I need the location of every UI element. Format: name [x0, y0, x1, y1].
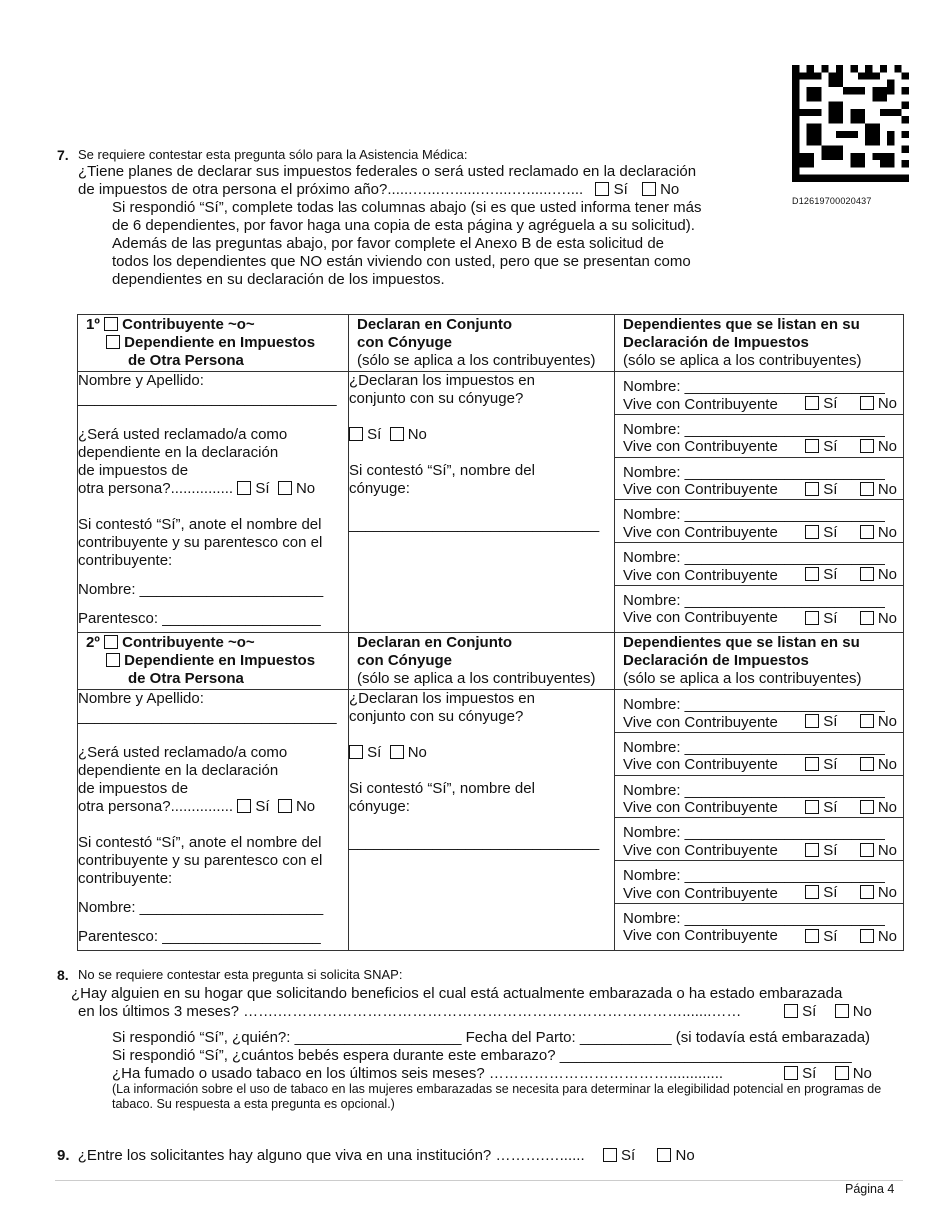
lives-yes-checkbox[interactable]: [805, 800, 819, 814]
lives-yes-checkbox[interactable]: [805, 525, 819, 539]
block2-col3-body: [615, 690, 904, 951]
q8-yes-checkbox[interactable]: [784, 1004, 798, 1018]
q9: 9. ¿Entre los solicitantes hay alguno que viva en una institución? ……….…...... Sí No: [57, 1147, 695, 1164]
block1-col2-body: ¿Declaran los impuestos en conjunto con su cónyuge? Sí No Si contestó “Sí”, nombre del cónyuge: ______________________________: [349, 372, 615, 633]
block1-col3-body: [615, 372, 904, 633]
block1-col1-body: Nombre y Apellido: _______________________________ ¿Será usted reclamado/a como dependiente en la declaración de impuestos de otra persona?............... Sí No Si contestó “Sí”, anote el nombre del contribuyente y su parentesco con el contribuyente: Nombre: ______________________ Parentesco: ___________________: [78, 372, 349, 633]
lives-no-checkbox[interactable]: [860, 396, 874, 410]
lives-no-checkbox[interactable]: [860, 885, 874, 899]
dependent-row: Nombre: ________________________ Vive con Contribuyente Sí No: [615, 733, 903, 776]
block2-spouse-line[interactable]: ______________________________: [349, 834, 600, 851]
dependent-row: Nombre: ________________________ Vive con Contribuyente Sí No: [615, 500, 903, 543]
dependent-row: Nombre: ________________________ Vive con Contribuyente Sí No: [615, 861, 903, 904]
tax-filing-table: [77, 314, 904, 951]
lives-no-checkbox[interactable]: [860, 567, 874, 581]
q8-intro: No se requiere contestar esta pregunta si solicita SNAP:: [78, 967, 403, 982]
block1-spouse-line[interactable]: ______________________________: [349, 516, 600, 533]
block2-relationship[interactable]: Parentesco: ___________________: [78, 928, 321, 945]
q8-tobacco-yes-checkbox[interactable]: [784, 1066, 798, 1080]
barcode-id: D12619700020437: [792, 196, 872, 206]
lives-no-checkbox[interactable]: [860, 929, 874, 943]
lives-no-checkbox[interactable]: [860, 800, 874, 814]
lives-yes-checkbox[interactable]: [805, 714, 819, 728]
block1-name-line[interactable]: _______________________________: [78, 390, 337, 407]
block1-taxpayer-checkbox[interactable]: [104, 317, 118, 331]
q8-question-line1: ¿Hay alguien en su hogar que solicitando beneficios el cual está actualmente embarazada o ha estado embarazada: [71, 985, 843, 1002]
block1-taxpayer-name[interactable]: Nombre: ______________________: [78, 581, 324, 598]
q8-tobacco-no-checkbox[interactable]: [835, 1066, 849, 1080]
q7-intro: Se requiere contestar esta pregunta sólo para la Asistencia Médica:: [78, 147, 468, 162]
block1-col3-header: Dependientes que se listan en su Declaración de Impuestos (sólo se aplica a los contribuyentes): [615, 315, 904, 372]
lives-no-checkbox[interactable]: [860, 525, 874, 539]
dependent-row: Nombre: ________________________ Vive con Contribuyente Sí No: [615, 415, 903, 458]
block1-claimed-no-checkbox[interactable]: [278, 481, 292, 495]
lives-no-checkbox[interactable]: [860, 482, 874, 496]
datamatrix-barcode: [792, 65, 909, 182]
page-number: Página 4: [845, 1182, 895, 1196]
q7-no-checkbox[interactable]: [642, 182, 656, 196]
q7-yes-checkbox[interactable]: [595, 182, 609, 196]
footer-divider: [55, 1180, 903, 1181]
block1-joint-no-checkbox[interactable]: [390, 427, 404, 441]
block2-taxpayer-name[interactable]: Nombre: ______________________: [78, 899, 324, 916]
q8-note: (La información sobre el uso de tabaco en las mujeres embarazadas se necesita para determinar la elegibilidad potencial en programas de tabaco. Su respuesta a esta pregunta es opcional.): [112, 1082, 882, 1111]
block2-col1-header: 2º Contribuyente ~o~ Dependiente en Impuestos de Otra Persona: [78, 633, 349, 690]
dependent-row: Nombre: ________________________ Vive con Contribuyente Sí No: [623, 909, 897, 946]
q8-no-checkbox[interactable]: [835, 1004, 849, 1018]
block2-body: [78, 690, 904, 951]
lives-yes-checkbox[interactable]: [805, 929, 819, 943]
block2-claimed-yes-checkbox[interactable]: [237, 799, 251, 813]
lives-yes-checkbox[interactable]: [805, 843, 819, 857]
lives-yes-checkbox[interactable]: [805, 567, 819, 581]
q8-number: 8.: [57, 967, 69, 983]
block2-taxpayer-checkbox[interactable]: [104, 635, 118, 649]
dependent-row: Nombre: ________________________ Vive con Contribuyente Sí No: [615, 543, 903, 586]
q8-tobacco-yes-no: Sí No: [784, 1065, 872, 1083]
block2-col2-body: ¿Declaran los impuestos en conjunto con su cónyuge? Sí No Si contestó “Sí”, nombre del cónyuge: ______________________________: [349, 690, 615, 951]
block2-col2-header: Declaran en Conjunto con Cónyuge (sólo se aplica a los contribuyentes): [349, 633, 615, 690]
lives-yes-checkbox[interactable]: [805, 757, 819, 771]
lives-yes-checkbox[interactable]: [805, 611, 819, 625]
dependent-row: Nombre: ________________________ Vive con Contribuyente Sí No: [615, 776, 903, 819]
block1-dependent-checkbox[interactable]: [106, 335, 120, 349]
q8-yes-no: Sí No: [784, 1003, 872, 1021]
lives-no-checkbox[interactable]: [860, 714, 874, 728]
lives-no-checkbox[interactable]: [860, 757, 874, 771]
block2-claimed-no-checkbox[interactable]: [278, 799, 292, 813]
block2-header: [78, 633, 904, 690]
q8-who[interactable]: Si respondió “Sí”, ¿quién?: ____________________ Fecha del Parto: ___________ (si todavía está embarazada): [112, 1029, 871, 1046]
lives-yes-checkbox[interactable]: [805, 396, 819, 410]
q7-question-line2: de impuestos de otra persona el próximo año?......…...…......…....…......….... Sí No: [78, 181, 680, 198]
q9-yes-checkbox[interactable]: [603, 1148, 617, 1162]
dependent-row: Nombre: ________________________ Vive con Contribuyente Sí No: [615, 690, 903, 733]
block2-col3-header: Dependientes que se listan en su Declaración de Impuestos (sólo se aplica a los contribuyentes): [615, 633, 904, 690]
block2-dependent-checkbox[interactable]: [106, 653, 120, 667]
block1-col1-header: 1º Contribuyente ~o~ Dependiente en Impuestos de Otra Persona: [78, 315, 349, 372]
block1-header: [78, 315, 904, 372]
block1-col2-header: Declaran en Conjunto con Cónyuge (sólo se aplica a los contribuyentes): [349, 315, 615, 372]
block2-name-line[interactable]: _______________________________: [78, 708, 337, 725]
lives-no-checkbox[interactable]: [860, 843, 874, 857]
dependent-row: Nombre: ________________________ Vive con Contribuyente Sí No: [623, 591, 897, 628]
lives-yes-checkbox[interactable]: [805, 482, 819, 496]
block1-claimed-yes-checkbox[interactable]: [237, 481, 251, 495]
block1-body: [78, 372, 904, 633]
block2-col1-body: Nombre y Apellido: _______________________________ ¿Será usted reclamado/a como dependiente en la declaración de impuestos de otra persona?............... Sí No Si contestó “Sí”, anote el nombre del contribuyente y su parentesco con el contribuyente: Nombre: ______________________ Parentesco: ___________________: [78, 690, 349, 951]
q7-number: 7.: [57, 147, 69, 163]
q8-babies[interactable]: Si respondió “Sí”, ¿cuántos bebés espera durante este embarazo? ___________________________________: [112, 1047, 852, 1064]
lives-no-checkbox[interactable]: [860, 439, 874, 453]
lives-yes-checkbox[interactable]: [805, 439, 819, 453]
dependent-row: Nombre: ________________________ Vive con Contribuyente Sí No: [615, 458, 903, 501]
block2-joint-yes-checkbox[interactable]: [349, 745, 363, 759]
block1-relationship[interactable]: Parentesco: ___________________: [78, 610, 321, 627]
block2-joint-no-checkbox[interactable]: [390, 745, 404, 759]
dependent-row: Nombre: ________________________ Vive con Contribuyente Sí No: [615, 818, 903, 861]
q9-no-checkbox[interactable]: [657, 1148, 671, 1162]
q7-question-line1: ¿Tiene planes de declarar sus impuestos federales o será usted reclamado en la declaración: [78, 163, 697, 180]
q8-question-line2: en los últimos 3 meses? …….……………………………………………………………………….......……: [78, 1003, 742, 1020]
q7-instructions: Si respondió “Sí”, complete todas las columnas abajo (si es que usted informa tener más de 6 dependientes, por favor haga una copia de esta página y agréguela a su solicitud). Además de las preguntas abajo, por favor complete el Anexo B de esta solicitud de todos los dependientes que NO están viviendo con usted, pero que se presentan como dependientes en su declaración de los impuestos.: [112, 199, 702, 288]
dependent-row: Nombre: ________________________ Vive con Contribuyente Sí No: [615, 372, 903, 415]
lives-yes-checkbox[interactable]: [805, 885, 819, 899]
q8-tobacco: ¿Ha fumado o usado tabaco en los últimos seis meses? ……………………………….............: [112, 1065, 724, 1082]
lives-no-checkbox[interactable]: [860, 611, 874, 625]
block1-joint-yes-checkbox[interactable]: [349, 427, 363, 441]
